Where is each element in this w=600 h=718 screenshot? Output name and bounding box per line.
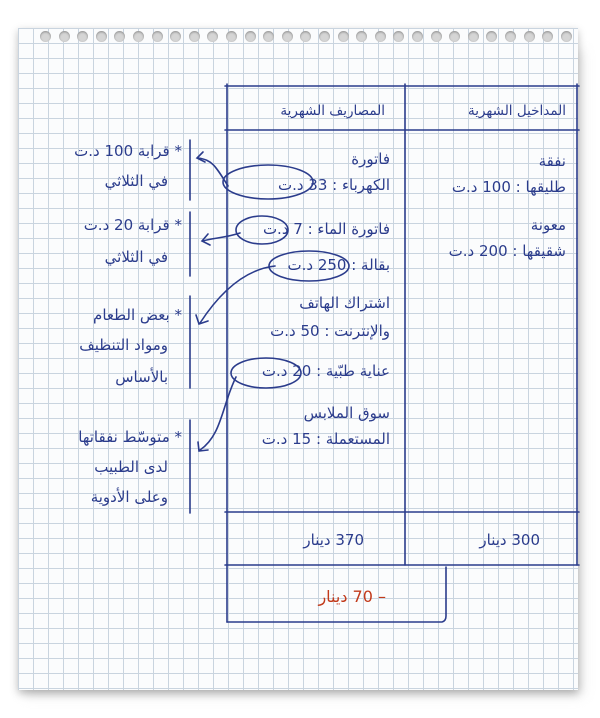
expense-line: بقالة : 250 د.ت xyxy=(287,256,390,274)
balance-deficit: – 70 دينار xyxy=(318,587,386,606)
expense-line: المستعملة : 15 د.ت xyxy=(261,430,390,448)
income-line: طليقها : 100 د.ت xyxy=(451,178,566,196)
income-line: شقيقها : 200 د.ت xyxy=(448,242,566,260)
expense-line: فاتورة xyxy=(351,150,390,168)
total-expenses: 370 دينار xyxy=(303,531,364,549)
arrow-grocery xyxy=(200,266,275,323)
header-expenses: المصاريف الشهرية xyxy=(280,103,385,119)
expense-line: الكهرباء : 33 د.ت xyxy=(277,176,390,194)
note-line: ومواد التنظيف xyxy=(79,336,168,354)
note-line: * بعض الطعام xyxy=(93,306,182,324)
arrow-medical xyxy=(200,377,236,450)
income-line: نفقة xyxy=(538,152,566,170)
note-line: في الثلاثي xyxy=(104,248,168,266)
note-line: بالأساس xyxy=(115,368,168,386)
arrowhead-electricity xyxy=(197,152,205,162)
expense-line: فاتورة الماء : 7 د.ت xyxy=(262,220,390,238)
note-line: في الثلاثي xyxy=(104,172,168,190)
expense-line: والإنترنت : 50 د.ت xyxy=(270,322,390,340)
note-line: لدى الطبيب xyxy=(94,458,168,476)
note-line: * قرابة 20 د.ت xyxy=(83,216,182,234)
expense-line: عناية طبّية : 20 د.ت xyxy=(261,362,390,380)
expense-line: اشتراك الهاتف xyxy=(299,294,390,312)
header-income: المداخيل الشهرية xyxy=(467,103,566,119)
total-income: 300 دينار xyxy=(479,531,540,549)
expense-line: سوق الملابس xyxy=(303,404,390,422)
income-line: معونة xyxy=(530,216,566,234)
note-line: * قرابة 100 د.ت xyxy=(74,142,182,160)
note-line: وعلى الأدوية xyxy=(90,488,168,506)
note-line: * متوسّط نفقاتها xyxy=(78,428,182,446)
